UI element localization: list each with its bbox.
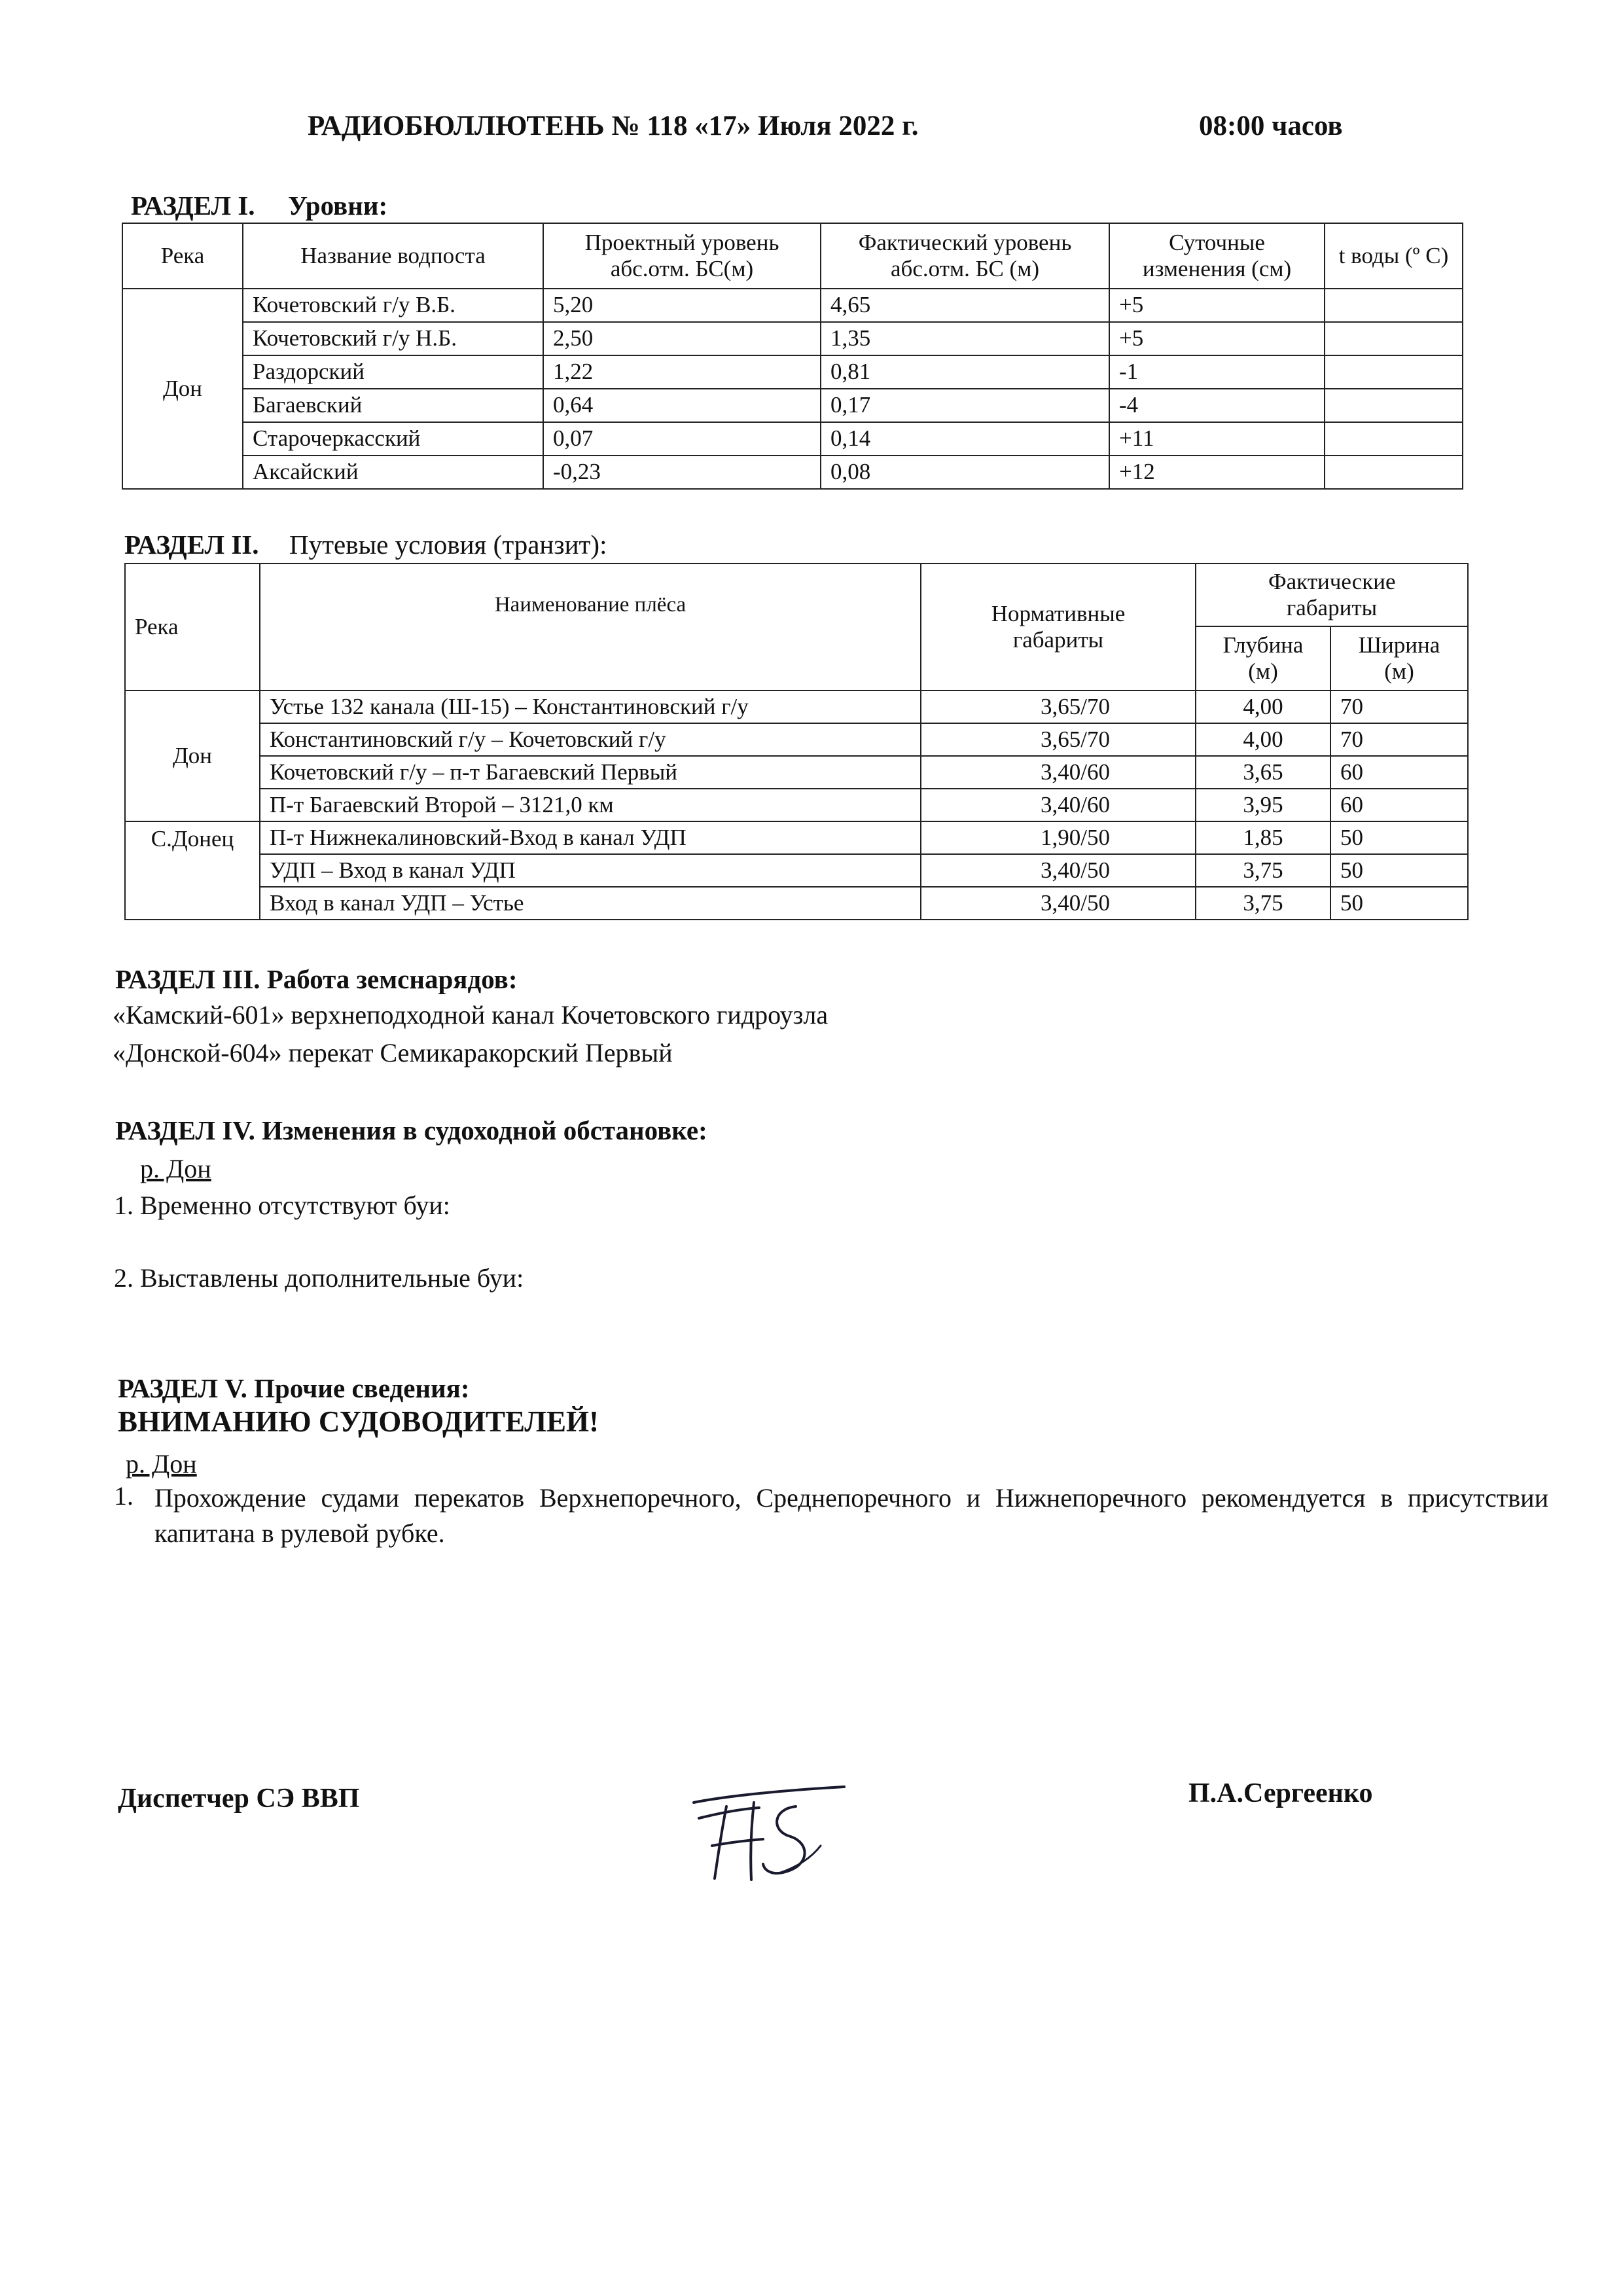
section4-river: р. Дон [140, 1154, 211, 1183]
section1-heading [131, 190, 387, 221]
actual-level: 4,65 [821, 289, 1109, 322]
dredger-line-1: «Камский-601» верхнеподходной канал Кочетовского гидроузла [113, 1000, 829, 1030]
section1-label: РАЗДЕЛ I. [131, 190, 255, 221]
section5-heading: РАЗДЕЛ V. Прочие сведения: [118, 1373, 470, 1403]
depth-value: 4,00 [1196, 691, 1330, 723]
transit-header-row [125, 564, 1468, 626]
section4-item-2: 2. Выставлены дополнительные буи: [114, 1263, 524, 1293]
width-value: 70 [1330, 691, 1468, 723]
dispatcher-name: П.А.Сергеенко [1188, 1778, 1373, 1808]
water-temp [1325, 289, 1463, 322]
levels-table [122, 223, 1463, 490]
water-temp [1325, 389, 1463, 422]
daily-change: -4 [1109, 389, 1325, 422]
col-depth: Глубина (м) [1196, 626, 1330, 691]
section4-heading: РАЗДЕЛ IV. Изменения в судоходной обстановке: [115, 1115, 707, 1145]
daily-change: +5 [1109, 322, 1325, 355]
normative-value: 3,65/70 [921, 691, 1196, 723]
post-name: Старочеркасский [243, 422, 543, 456]
design-level: 0,64 [543, 389, 821, 422]
normative-value: 1,90/50 [921, 821, 1196, 854]
river-cell: С.Донец [125, 821, 260, 920]
width-value: 60 [1330, 789, 1468, 821]
col-daily-change: Суточные изменения (см) [1109, 223, 1325, 289]
section2-title: Путевые условия (транзит): [289, 529, 607, 560]
depth-value: 4,00 [1196, 723, 1330, 756]
stretch-name: Устье 132 канала (Ш-15) – Константиновский г/у [260, 691, 921, 723]
depth-value: 3,75 [1196, 854, 1330, 887]
normative-value: 3,40/60 [921, 789, 1196, 821]
stretch-name: Кочетовский г/у – п-т Багаевский Первый [260, 756, 921, 789]
post-name: Раздорский [243, 355, 543, 389]
width-value: 50 [1330, 854, 1468, 887]
actual-level: 0,14 [821, 422, 1109, 456]
actual-level: 1,35 [821, 322, 1109, 355]
actual-level: 0,17 [821, 389, 1109, 422]
bulletin-time: 08:00 часов [1199, 111, 1343, 141]
table-row [125, 789, 1468, 821]
col-water-temp: t воды (º C) [1325, 223, 1463, 289]
table-row [122, 456, 1463, 489]
handwritten-signature [681, 1780, 851, 1885]
normative-value: 3,40/50 [921, 887, 1196, 920]
water-temp [1325, 456, 1463, 489]
water-temp [1325, 422, 1463, 456]
col-normative: Нормативные габариты [921, 564, 1196, 691]
depth-value: 3,65 [1196, 756, 1330, 789]
width-value: 50 [1330, 887, 1468, 920]
design-level: 1,22 [543, 355, 821, 389]
table-row [125, 854, 1468, 887]
actual-level: 0,08 [821, 456, 1109, 489]
section1-title: Уровни: [288, 190, 388, 221]
post-name: Багаевский [243, 389, 543, 422]
stretch-name: П-т Нижнекалиновский-Вход в канал УДП [260, 821, 921, 854]
design-level: 0,07 [543, 422, 821, 456]
design-level: -0,23 [543, 456, 821, 489]
actual-level: 0,81 [821, 355, 1109, 389]
table-row [122, 289, 1463, 322]
design-level: 5,20 [543, 289, 821, 322]
design-level: 2,50 [543, 322, 821, 355]
col-width: Ширина (м) [1330, 626, 1468, 691]
normative-value: 3,40/50 [921, 854, 1196, 887]
section3-heading: РАЗДЕЛ III. Работа земснарядов: [115, 964, 518, 994]
table-row [125, 691, 1468, 723]
normative-value: 3,65/70 [921, 723, 1196, 756]
table-row [125, 723, 1468, 756]
table-row [122, 322, 1463, 355]
table-row [122, 422, 1463, 456]
col-design-level: Проектный уровень абс.отм. БС(м) [543, 223, 821, 289]
bulletin-title: РАДИОБЮЛЛЮТЕНЬ № 118 «17» Июля 2022 г. [308, 111, 919, 141]
water-temp [1325, 355, 1463, 389]
dispatcher-position: Диспетчер СЭ ВВП [118, 1784, 360, 1814]
river-cell: Дон [125, 691, 260, 821]
col-river: Река [125, 564, 260, 691]
section2-label: РАЗДЕЛ II. [124, 529, 259, 560]
section5-item-text: Прохождение судами перекатов Верхнепоречного, Среднепоречного и Нижнепоречного рекомендуется в присутствии капитана в рулевой рубке. [154, 1483, 1548, 1548]
col-stretch: Наименование плёса [260, 564, 921, 691]
daily-change: +5 [1109, 289, 1325, 322]
stretch-name: Константиновский г/у – Кочетовский г/у [260, 723, 921, 756]
daily-change: +11 [1109, 422, 1325, 456]
col-post-name: Название водпоста [243, 223, 543, 289]
section2-heading [124, 529, 607, 560]
stretch-name: УДП – Вход в канал УДП [260, 854, 921, 887]
water-temp [1325, 322, 1463, 355]
post-name: Кочетовский г/у В.Б. [243, 289, 543, 322]
depth-value: 3,95 [1196, 789, 1330, 821]
table-row [125, 887, 1468, 920]
col-river: Река [122, 223, 243, 289]
depth-value: 3,75 [1196, 887, 1330, 920]
daily-change: -1 [1109, 355, 1325, 389]
col-actual-level: Фактический уровень абс.отм. БС (м) [821, 223, 1109, 289]
width-value: 60 [1330, 756, 1468, 789]
transit-table [124, 563, 1469, 920]
table-row [122, 355, 1463, 389]
stretch-name: П-т Багаевский Второй – 3121,0 км [260, 789, 921, 821]
section4-item-1: 1. Временно отсутствуют буи: [114, 1191, 450, 1220]
table-row [125, 756, 1468, 789]
levels-header-row [122, 223, 1463, 289]
dredger-line-2: «Донской-604» перекат Семикаракорский Первый [113, 1038, 673, 1067]
attention-heading: ВНИМАНИЮ СУДОВОДИТЕЛЕЙ! [118, 1405, 599, 1438]
post-name: Кочетовский г/у Н.Б. [243, 322, 543, 355]
post-name: Аксайский [243, 456, 543, 489]
table-row [125, 821, 1468, 854]
normative-value: 3,40/60 [921, 756, 1196, 789]
section5-item-number: 1. [114, 1481, 134, 1511]
depth-value: 1,85 [1196, 821, 1330, 854]
width-value: 50 [1330, 821, 1468, 854]
river-cell: Дон [122, 289, 243, 489]
daily-change: +12 [1109, 456, 1325, 489]
stretch-name: Вход в канал УДП – Устье [260, 887, 921, 920]
section5-river: р. Дон [126, 1449, 197, 1479]
col-actual: Фактические габариты [1196, 564, 1468, 626]
table-row [122, 389, 1463, 422]
width-value: 70 [1330, 723, 1468, 756]
